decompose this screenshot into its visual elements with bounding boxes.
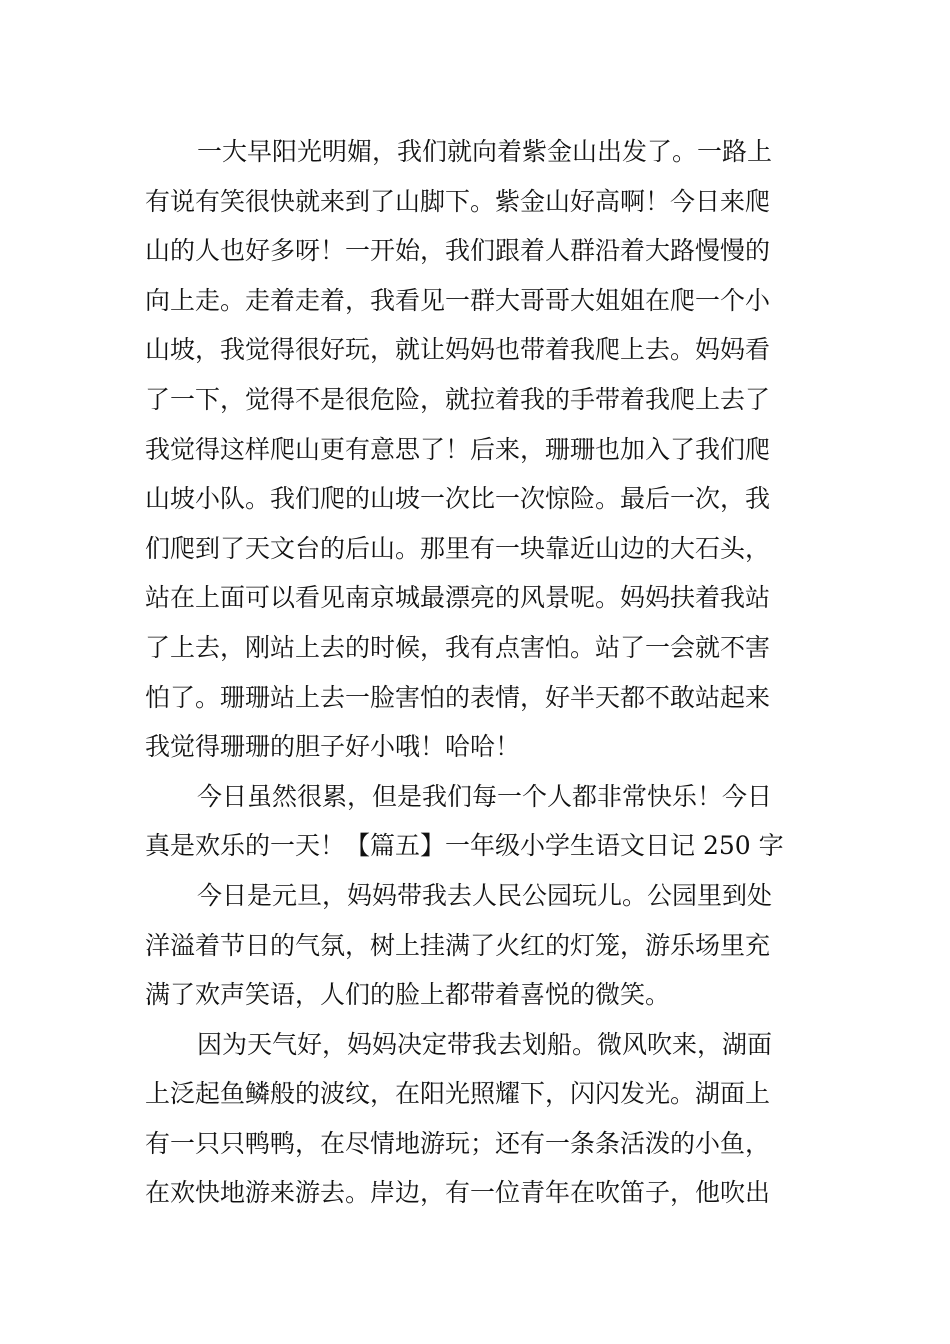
paragraph-line: 今日虽然很累，但是我们每一个人都非常快乐！今日 [197, 781, 773, 811]
body-text [145, 127, 810, 1218]
paragraph-line: 真是欢乐的一天！【篇五】一年级小学生语文日记 250 字 [145, 831, 784, 861]
paragraph-line: 们爬到了天文台的后山。那里有一块靠近山边的大石头， [145, 533, 771, 563]
paragraph-line: 在欢快地游来游去。岸边，有一位青年在吹笛子，他吹出 [145, 1178, 771, 1208]
paragraph-line: 我觉得这样爬山更有意思了！后来，珊珊也加入了我们爬 [145, 434, 771, 464]
paragraph-line: 我觉得珊珊的胆子好小哦！哈哈！ [145, 732, 521, 762]
paragraph-line: 山坡，我觉得很好玩，就让妈妈也带着我爬上去。妈妈看 [145, 335, 771, 365]
paragraph-line: 山坡小队。我们爬的山坡一次比一次惊险。最后一次，我 [145, 484, 771, 514]
paragraph-line: 上泛起鱼鳞般的波纹，在阳光照耀下，闪闪发光。湖面上 [145, 1079, 771, 1109]
paragraph-line: 山的人也好多呀！一开始，我们跟着人群沿着大路慢慢的 [145, 236, 771, 266]
paragraph-line: 向上走。走着走着，我看见一群大哥哥大姐姐在爬一个小 [145, 285, 771, 315]
paragraph-line: 了一下，觉得不是很危险，就拉着我的手带着我爬上去了 [145, 384, 771, 414]
paragraph-line: 因为天气好，妈妈决定带我去划船。微风吹来，湖面 [197, 1029, 773, 1059]
paragraph-line: 一大早阳光明媚，我们就向着紫金山出发了。一路上 [197, 137, 773, 166]
paragraph-line: 怕了。珊珊站上去一脸害怕的表情，好半天都不敢站起来 [145, 682, 771, 712]
paragraph-line: 洋溢着节日的气氛，树上挂满了火红的灯笼，游乐场里充 [145, 930, 771, 960]
paragraph-line: 有说有笑很快就来到了山脚下。紫金山好高啊！今日来爬 [145, 186, 771, 216]
paragraph-line: 今日是元旦，妈妈带我去人民公园玩儿。公园里到处 [197, 880, 773, 910]
paragraph-line: 了上去，刚站上去的时候，我有点害怕。站了一会就不害 [145, 632, 771, 662]
paragraph-line: 满了欢声笑语，人们的脸上都带着喜悦的微笑。 [145, 980, 671, 1010]
paragraph-line: 有一只只鸭鸭，在尽情地游玩；还有一条条活泼的小鱼， [145, 1128, 771, 1158]
paragraph-line: 站在上面可以看见南京城最漂亮的风景呢。妈妈扶着我站 [145, 583, 771, 613]
